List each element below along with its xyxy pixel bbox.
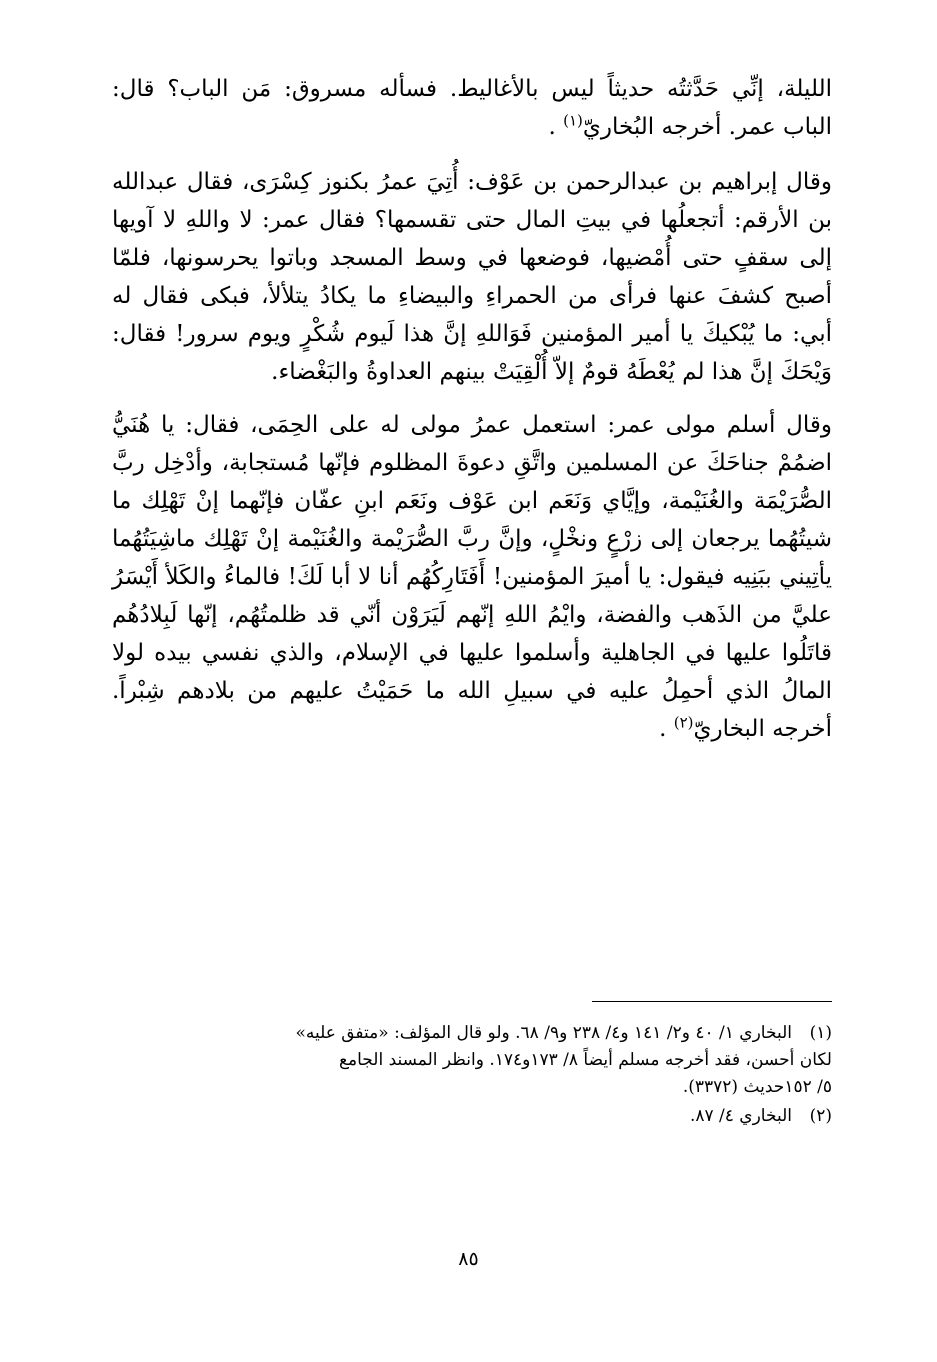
footnotes-block [112, 1020, 832, 1132]
footnote-1-number: (١) [809, 1023, 832, 1043]
paragraph-2 [112, 163, 832, 391]
footnote-1-text-1: البخاري ١/ ٤٠ و٢/ ١٤١ و٤/ ٢٣٨ و٩/ ٦٨. ولو قال المؤلف: «متفق عليه» [295, 1023, 792, 1043]
paragraph-3-tail: . [659, 716, 674, 742]
footnote-2-line-1 [112, 1103, 832, 1130]
paragraph-2-text: وقال إبراهيم بن عبدالرحمن بن عَوْف: أُتِيَ عمرُ بكنوز كِسْرَى، فقال عبدالله بن الأرقم: أتجعلُها في بيتِ المال حتى تقسمها؟ فقال عمر: لا واللهِ لا آويها إلى سقفٍ حتى أُمْضيها، فوضعها في وسط المسجد وباتوا يحرسونها، فلمّا أصبح كشفَ عنها فرأى من الحمراءِ والبيضاءِ ما يكادُ يتلألأ، فبكى فقال له أبي: ما يُبْكيكَ يا أمير المؤمنين فَوَاللهِ إنَّ هذا لَيوم شُكْرٍ ويوم سرور! فقال: وَيْحَكَ إنَّ هذا لم يُعْطَهُ قومٌ إلاّ أُلْقِيَتْ بينهم العداوةُ والبَغْضاء. [112, 169, 832, 385]
main-text-block [112, 70, 832, 763]
footnote-ref-2: (٢) [673, 713, 694, 732]
footnote-separator [592, 1001, 832, 1002]
footnote-2 [112, 1103, 832, 1130]
footnote-2-text-1: البخاري ٤/ ٨٧. [689, 1106, 792, 1126]
footnote-2-number: (٢) [809, 1106, 832, 1126]
footnote-ref-1: (١) [563, 111, 583, 130]
paragraph-3-text: وقال أسلم مولى عمر: استعمل عمرُ مولى له على الحِمَى، فقال: يا هُنَيُّ اضمُمْ جناحَكَ عن المسلمين واتَّقِ دعوةَ المظلوم فإنّها مُستجابة، وأدْخِل ربَّ الصُّرَيْمَة والغُنَيْمة، وإيَّاي وَنَعَم ابن عَوْف ونَعَم ابنِ عفّان فإنّهما إنْ تَهْلِك ما شيتُهُما يرجعان إلى زرْعٍ ونخْلٍ، وإنَّ ربَّ الصُّرَيْمة والغُنَيْمة إنْ تَهْلِك ماشِيَتُهُما يأتِيني ببَنِيه فيقول: يا أميرَ المؤمنين! أَفَتَارِكُهُم أنا لا أبا لَكَ! فالماءُ والكَلأ أَيْسَرُ عليَّ من الذَهب والفضة، وايْمُ اللهِ إنّهم لَيَرَوْن أنّي قد ظلمتُهُم، إنّها لَبِلادُهُم قاتَلُوا عليها في الجاهلية وأسلموا عليها في الإسلام، والذي نفسي بيده لولا المالُ الذي أحمِلُ عليه في سبيلِ الله ما حَمَيْتُ عليهم من بلادهم شِبْراً. أخرجه البخاريّ [112, 412, 832, 742]
footnote-1-line-1 [112, 1020, 832, 1047]
footnote-1-line-2: لكان أحسن، فقد أخرجه مسلم أيضاً ٨/ ١٧٣و١٧٤. وانظر المسند الجامع [338, 1050, 832, 1070]
footnote-1 [112, 1020, 832, 1101]
paragraph-1-text: الليلة، إنِّي حَدَّثتُه حديثاً ليس بالأغاليط. فسأله مسروق: مَن الباب؟ قال: الباب عمر. أخرجه البُخاريّ [112, 76, 832, 140]
paragraph-3 [112, 406, 832, 748]
paragraph-1-tail: . [548, 114, 564, 140]
footnote-1-line-3: ٥/ ١٥٢حديث (٣٣٧٢). [682, 1077, 832, 1097]
paragraph-1 [112, 70, 832, 146]
page-number: ٨٥ [458, 1248, 479, 1270]
